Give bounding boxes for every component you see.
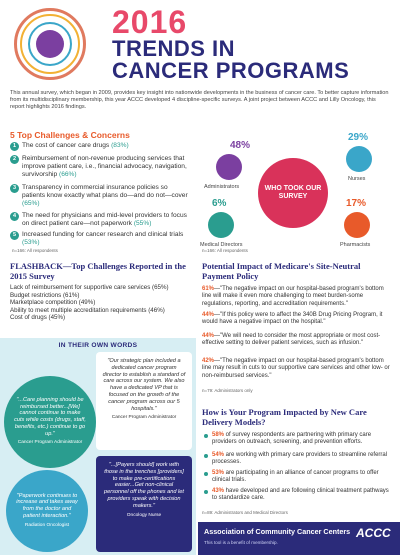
admin-label: Administrators — [204, 184, 240, 190]
flashback-list — [10, 284, 190, 322]
impact-item: 54% are working with primary care providers to streamline referral processes. — [212, 452, 392, 467]
impact-item: 53% are participating in an alliance of cancer programs to offer clinical trials. — [212, 470, 392, 485]
number-badge: 1 — [10, 142, 19, 151]
admin-pct: 48% — [230, 140, 251, 151]
medicare-title: Potential Impact of Medicare's Site-Neutral Payment Policy — [202, 261, 361, 281]
bullet-icon — [204, 454, 208, 458]
list-item: Cost of drugs (45%) — [10, 314, 66, 322]
number-badge: 4 — [10, 212, 19, 221]
medicare-item: 44%—"If this policy were to affect the 340B Drug Pricing Program, it would have a negative impact on the hospital." — [202, 312, 383, 326]
quote-4: "...[Payers should] work with those in the trenches [providers] to make pre-certifications easier...Get non-clinical personnel off the phones and let providers speak with decision makers." Oncology Nurse — [96, 456, 192, 552]
nurses-pct: 29% — [348, 132, 369, 143]
pharmacists-icon — [344, 212, 370, 238]
nurses-label: Nurses — [348, 176, 366, 182]
title-year: 2016 — [112, 4, 188, 40]
bullet-icon — [204, 434, 208, 438]
header — [0, 0, 400, 88]
med-pct: 6% — [212, 198, 227, 209]
challenge-item: 4 The need for physicians and mid-level providers to focus on direct patient care—not paperwork (55%) — [10, 212, 190, 228]
medicare-item: 44%—"We will need to consider the most appropriate or most cost-effective setting to deliver patient services, such as infusion." — [202, 333, 381, 347]
list-item: Budget restrictions (61%) — [10, 291, 80, 299]
number-badge: 2 — [10, 155, 19, 164]
page-title: TRENDS IN CANCER PROGRAMS — [112, 36, 350, 83]
bullet-icon — [204, 472, 208, 476]
medical-directors-icon — [208, 212, 234, 238]
flashback-title: FLASHBACK—Top Challenges Reported in the 2015 Survey — [10, 261, 186, 281]
quote-2: "...Care planning should be reimbursed better...[We] cannot continue to make cuts while costs (drugs, staff, benefits, etc.) continue to go up." Cancer Program Administrator — [4, 376, 96, 468]
survey-note: n=166: All respondents — [202, 248, 248, 253]
footer-subtext: This tool is a benefit of membership. — [204, 540, 278, 545]
medicare-item: 61%—"The negative impact on our hospital-based program's bottom line will make it even more challenging to meet burden-some regulations, reporting, and accreditation requirements." — [202, 286, 384, 307]
accc-logo: ACCC — [356, 526, 391, 540]
challenge-item: 3 Transparency in commercial insurance policies so patients know exactly what plans do—and do not—cover (65%) — [10, 184, 190, 208]
challenge-item: 5 Increased funding for cancer research and clinical trials (53%) — [10, 231, 190, 247]
list-item: Lack of reimbursement for supportive care services (65%) — [10, 284, 169, 291]
who-took-survey-circle: WHO TOOK OUR SURVEY — [258, 158, 328, 228]
medicare-item: 42%—"The negative impact on our hospital-based program's bottom line may result in cuts to our supportive care services and other low- or non-reimbursed services." — [202, 358, 390, 379]
list-item: Ability to meet multiple accreditation requirements (46%) — [10, 306, 165, 314]
medicare-note: n=79: Administrators only — [202, 388, 253, 393]
challenges-note: n=166: All respondents — [12, 248, 58, 253]
impact-note: n=89: Administrators and Medical Directors — [202, 510, 288, 515]
footer-org: Association of Community Cancer Centers — [204, 527, 351, 536]
survey-graphic — [196, 128, 392, 256]
pharm-pct: 17% — [346, 198, 367, 209]
quote-1: "Our strategic plan included a dedicated cancer program director to establish a standard of care across our system. We also have a dedicated VP that is focused on the growth of the cancer program across our 5 hospitals." Cancer Program Administrator — [96, 352, 192, 450]
challenge-item: 1 The cost of cancer care drugs (83%) — [10, 142, 190, 150]
quote-3: "Paperwork continues to increase and takes away from the doctor and patient interaction." Radiation Oncologist — [6, 470, 88, 552]
quotes-title: IN THEIR OWN WORDS — [58, 342, 138, 349]
med-label: Medical Directors — [200, 242, 243, 248]
challenge-item: 2 Reimbursement of non-revenue producing services that improve patient care, i.e., financial advocacy, navigation, survivorship (66%) — [10, 155, 190, 179]
nurses-icon — [346, 146, 372, 172]
number-badge: 5 — [10, 231, 19, 240]
challenges-title: 5 Top Challenges & Concerns — [10, 130, 130, 140]
intro-text: This annual survey, which began in 2009, provides key insight into nationwide developments in the business of cancer care. To better capture information from its multidisciplinary membership, this year ACCC developed 4 discipline-specific surveys. A joint project between ACCC and Lilly Oncology, this report highlights 2016 findings. — [10, 90, 389, 111]
bullet-icon — [204, 490, 208, 494]
list-item: Marketplace competition (49%) — [10, 299, 96, 307]
number-badge: 3 — [10, 184, 19, 193]
impact-title: How is Your Program Impacted by New Care Delivery Models? — [202, 407, 367, 427]
administrators-icon — [216, 154, 242, 180]
pharm-label: Pharmacists — [340, 242, 371, 248]
impact-item: 43% have developed and are following clinical treatment pathways to standardize care. — [212, 488, 392, 503]
impact-item: 58% of survey respondents are partnering with primary care providers on outreach, screening, and prevention efforts. — [212, 432, 392, 447]
